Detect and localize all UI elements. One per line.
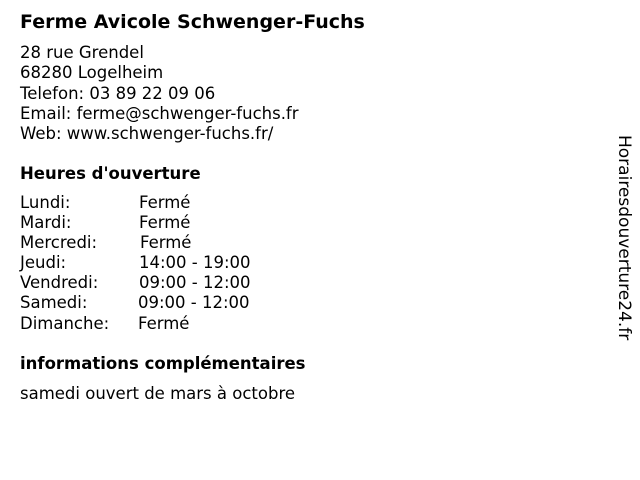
hours-value: Fermé — [139, 193, 191, 212]
hours-value: Fermé — [139, 213, 191, 233]
hours-day: Vendredi: — [20, 273, 99, 293]
hours-day: Lundi: — [20, 193, 71, 212]
city-address: 68280 Logelheim — [20, 63, 164, 83]
hours-value: Fermé — [140, 233, 192, 253]
phone-number: Telefon: 03 89 22 09 06 — [20, 83, 216, 103]
business-name: Ferme Avicole Schwenger-Fuchs — [20, 11, 365, 33]
hours-row-saturday — [20, 293, 320, 313]
info-text: samedi ouvert de mars à octobre — [20, 384, 296, 403]
hours-day: Jeudi: — [20, 253, 67, 273]
hours-value: 14:00 - 19:00 — [139, 253, 251, 273]
hours-day: Dimanche: — [20, 313, 110, 333]
hours-row-thursday — [20, 253, 320, 273]
contact-block — [20, 43, 299, 144]
street-address: 28 rue Grendel — [20, 43, 144, 62]
hours-row-monday — [20, 193, 320, 213]
hours-row-friday — [20, 273, 320, 293]
info-heading: informations complémentaires — [20, 354, 306, 373]
hours-day: Mardi: — [20, 213, 72, 233]
hours-value: 09:00 - 12:00 — [138, 293, 250, 313]
email-address: Email: ferme@schwenger-fuchs.fr — [20, 103, 299, 123]
hours-day: Samedi: — [20, 293, 88, 313]
hours-row-tuesday — [20, 213, 320, 233]
hours-row-wednesday — [20, 233, 320, 253]
website: Web: www.schwenger-fuchs.fr/ — [20, 124, 274, 144]
hours-heading: Heures d'ouverture — [20, 164, 201, 183]
hours-table — [20, 193, 320, 334]
hours-row-sunday — [20, 314, 320, 334]
hours-value: 09:00 - 12:00 — [139, 273, 251, 293]
watermark-site-name: Horairesdouverture24.fr — [614, 135, 634, 341]
hours-value: Fermé — [138, 313, 190, 333]
hours-day: Mercredi: — [20, 233, 98, 253]
